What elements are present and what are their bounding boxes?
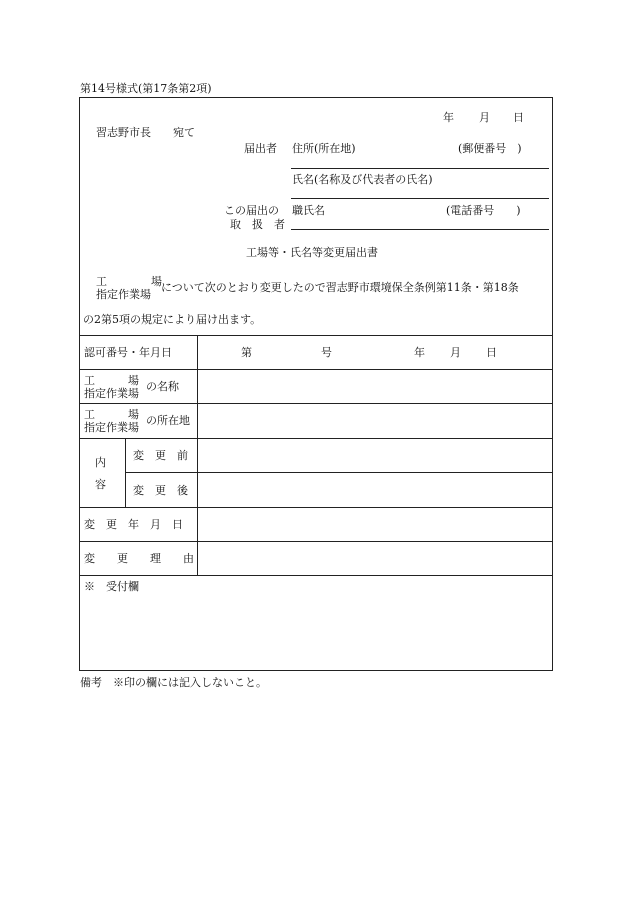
row-line-7 — [79, 541, 553, 542]
form-title: 工場等・氏名等変更届出書 — [246, 246, 378, 259]
permit-label: 認可番号・年月日 — [84, 346, 172, 359]
content-label-2: 容 — [95, 478, 106, 491]
row-line-2 — [79, 369, 553, 370]
date-day: 日 — [513, 111, 524, 124]
permit-day: 日 — [486, 346, 497, 359]
body-text-2: の2第5項の規定により届け出ます。 — [83, 313, 262, 326]
row-line-8 — [79, 575, 553, 576]
loc-row-suffix: の所在地 — [146, 414, 190, 427]
footnote: 備考 ※印の欄には記入しないこと。 — [80, 676, 267, 689]
notifier-label: 届出者 — [244, 142, 277, 155]
permit-dai: 第 — [241, 346, 252, 359]
form-number: 第14号様式(第17条第2項) — [80, 82, 212, 95]
loc-row-line2: 指定作業場 — [84, 421, 139, 434]
row-line-6 — [79, 507, 553, 508]
name-underline — [291, 198, 549, 199]
row-line-4 — [79, 438, 553, 439]
col-line-main — [197, 335, 198, 576]
reason-label: 変 更 理 由 — [84, 552, 194, 565]
date-month: 月 — [479, 111, 490, 124]
row-line-1 — [79, 335, 553, 336]
name-row-suffix: の名称 — [146, 380, 179, 393]
body-factory-stack — [96, 275, 162, 301]
address-label: 住所(所在地) — [292, 142, 356, 155]
addressee: 習志野市長 宛て — [96, 126, 195, 139]
body-factory-line1: 工 場 — [96, 275, 162, 288]
change-date-label: 変 更 年 月 日 — [84, 518, 183, 531]
body-factory-line2: 指定作業場 — [96, 288, 151, 301]
after-label: 変 更 後 — [133, 484, 188, 497]
handler-label-1: この届出の — [224, 204, 279, 217]
phone-label: (電話番号 ) — [446, 204, 521, 217]
content-label-1: 内 — [95, 456, 106, 469]
loc-row-stack — [84, 408, 139, 434]
name-label: 氏名(名称及び代表者の氏名) — [292, 173, 433, 186]
reception-label: ※ 受付欄 — [84, 580, 139, 593]
address-underline — [291, 168, 549, 169]
body-text-1: について次のとおり変更したので習志野市環境保全条例第11条・第18条 — [161, 281, 519, 294]
before-label: 変 更 前 — [133, 449, 188, 462]
name-row-line2: 指定作業場 — [84, 387, 139, 400]
col-line-content — [125, 438, 126, 507]
row-line-5 — [125, 472, 553, 473]
date-year: 年 — [443, 111, 454, 124]
permit-year: 年 — [414, 346, 425, 359]
permit-month: 月 — [450, 346, 461, 359]
loc-row-line1: 工 場 — [84, 408, 139, 421]
position-label: 職氏名 — [292, 204, 325, 217]
permit-go: 号 — [321, 346, 332, 359]
name-row-stack — [84, 374, 139, 400]
handler-label-2: 取 扱 者 — [230, 218, 285, 231]
postal-label: (郵便番号 ) — [458, 142, 522, 155]
name-row-line1: 工 場 — [84, 374, 139, 387]
row-line-3 — [79, 403, 553, 404]
handler-underline — [291, 229, 549, 230]
